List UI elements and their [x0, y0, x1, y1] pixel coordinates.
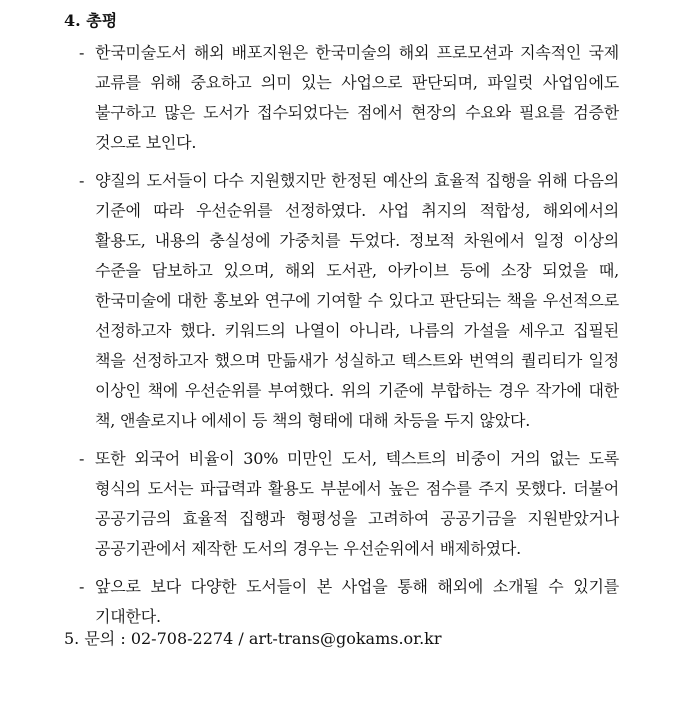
bullet-dash-icon: -	[79, 43, 85, 62]
summary-bullet-item	[79, 166, 619, 436]
bullet-dash-icon: -	[79, 449, 85, 468]
summary-bullet-item	[79, 572, 619, 632]
summary-bullet-text: 앞으로 보다 다양한 도서들이 본 사업을 통해 해외에 소개될 수 있기를 기대한다.	[95, 577, 619, 626]
section-title-summary: 4. 총평	[64, 11, 118, 30]
summary-bullet-text: 양질의 도서들이 다수 지원했지만 한정된 예산의 효율적 집행을 위해 다음의 기준에 따라 우선순위를 선정하였다. 사업 취지의 적합성, 해외에서의 활용도, 내용의 충실성에 가중치를 두었다. 정보적 차원에서 일정 이상의 수준을 담보하고 있으며, 해외 도서관, 아카이브 등에 소장 되었을 때, 한국미술에 대한 홍보와 연구에 기여할 수 있다고 판단되는 책을 우선적으로 선정하고자 했다. 키워드의 나열이 아니라, 나름의 가설을 세우고 집필된 책을 선정하고자 했으며 만듦새가 성실하고 텍스트와 번역의 퀄리티가 일정 이상인 책에 우선순위를 부여했다. 위의 기준에 부합하는 경우 작가에 대한 책, 앤솔로지나 에세이 등 책의 형태에 대해 차등을 두지 않았다.	[95, 171, 619, 430]
summary-bullet-text: 또한 외국어 비율이 30% 미만인 도서, 텍스트의 비중이 거의 없는 도록 형식의 도서는 파급력과 활용도 부분에서 높은 점수를 주지 못했다. 더불어 공공기금의 효율적 집행과 형평성을 고려하여 공공기금을 지원받았거나 공공기관에서 제작한 도서의 경우는 우선순위에서 배제하였다.	[95, 449, 619, 558]
contact-info: 5. 문의 : 02-708-2274 / art-trans@gokams.or.kr	[64, 629, 442, 648]
summary-bullet-list	[79, 38, 619, 640]
summary-bullet-item	[79, 444, 619, 564]
bullet-dash-icon: -	[79, 171, 85, 190]
summary-bullet-item	[79, 38, 619, 158]
bullet-dash-icon: -	[79, 577, 85, 596]
summary-bullet-text: 한국미술도서 해외 배포지원은 한국미술의 해외 프로모션과 지속적인 국제 교류를 위해 중요하고 의미 있는 사업으로 판단되며, 파일럿 사업임에도 불구하고 많은 도서가 접수되었다는 점에서 현장의 수요와 필요를 검증한 것으로 보인다.	[95, 43, 619, 152]
